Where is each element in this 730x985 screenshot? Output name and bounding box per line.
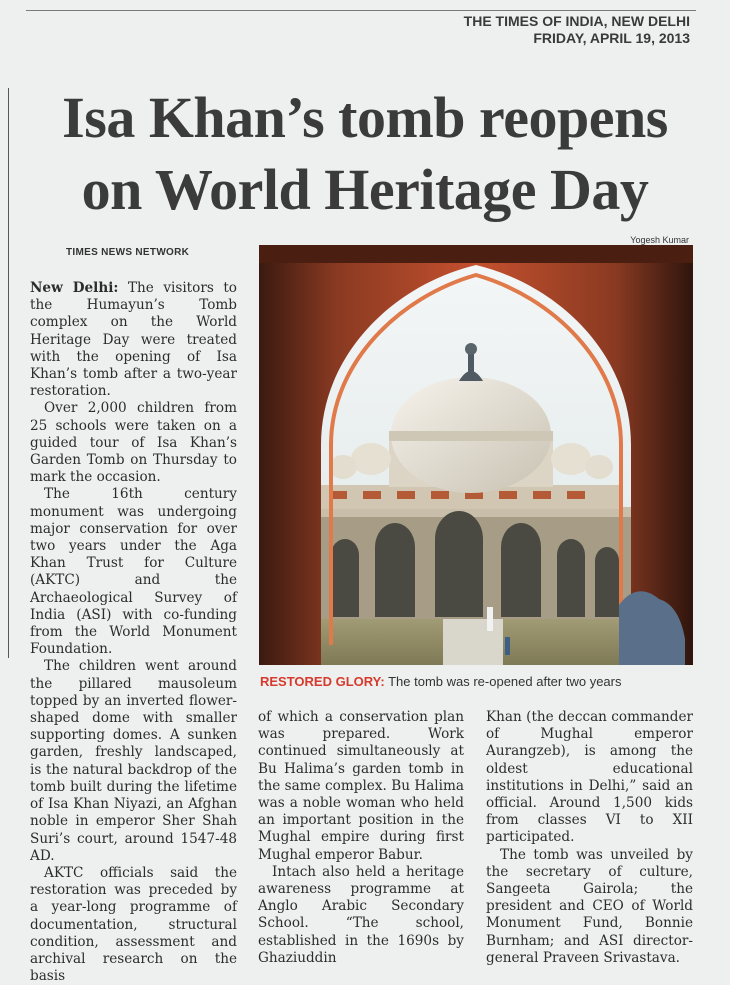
headline-line-2: on World Heritage Day [81,157,649,222]
masthead-date: FRIDAY, APRIL 19, 2013 [533,30,690,46]
tomb-photo-illustration [259,245,693,665]
article-column-2 [258,709,464,967]
article-paragraph: Intach also held a heritage awareness programme at Anglo Arabic Secondary School. “The school, established in the 1690s by Ghaziuddin [258,863,464,966]
column-rule [8,88,9,658]
caption-text: The tomb was re-opened after two years [384,674,622,689]
byline: TIMES NEWS NETWORK [66,247,190,258]
headline [20,82,710,226]
masthead [464,13,690,47]
article-paragraph: The tomb was unveiled by the secretary of culture, Sangeeta Gairola; the president and CEO of World Monument Fund, Bonnie Burnham; and ASI director-general Praveen Srivastava. [486,846,693,966]
article-paragraph: The children went around the pillared mausoleum topped by an inverted flower-shaped dome with smaller supporting domes. A sunken garden, freshly landscaped, is the natural backdrop of the tomb built during the lifetime of Isa Khan Niyazi, an Afghan noble in emperor Sher Shah Suri’s court, around 1547-48 AD. [30,658,237,864]
masthead-paper: THE TIMES OF INDIA, NEW DELHI [463,13,690,29]
article-paragraph: Over 2,000 children from 25 schools were taken on a guided tour of Isa Khan’s Garden Tomb on Thursday to mark the occasion. [30,400,237,486]
article-column-1 [30,280,237,985]
headline-line-1: Isa Khan’s tomb reopens [62,85,668,150]
caption-kicker: RESTORED GLORY: [260,674,385,689]
article-paragraph: New Delhi: The visitors to the Humayun’s Tomb complex on the World Heritage Day were treated with the opening of Isa Khan’s tomb after a two-year restoration. [30,280,237,400]
article-column-3 [486,709,693,967]
article-paragraph: Khan (the deccan commander of Mughal emperor Aurangzeb), is among the oldest educational institutions in Delhi,” said an official. Around 1,500 kids from classes VI to XII participated. [486,709,693,846]
photo-credit: Yogesh Kumar [630,235,689,245]
article-paragraph: of which a conservation plan was prepared. Work continued simultaneously at Bu Halima’s garden tomb in the same complex. Bu Halima was a noble woman who held an important position in the Mughal empire during first Mughal emperor Babur. [258,709,464,863]
dateline: New Delhi: [30,280,119,296]
tomb-photo [259,245,693,665]
photo-caption [260,674,700,689]
masthead-rule [26,10,696,11]
article-paragraph: The 16th century monument was undergoing major conservation for over two years under the Aga Khan Trust for Culture (AKTC) and the Archaeological Survey of India (ASI) with co-funding from the World Monument Foundation. [30,486,237,658]
article-paragraph: AKTC officials said the restoration was preceded by a year-long programme of documentation, structural condition, assessment and archival research on the basis [30,864,237,985]
